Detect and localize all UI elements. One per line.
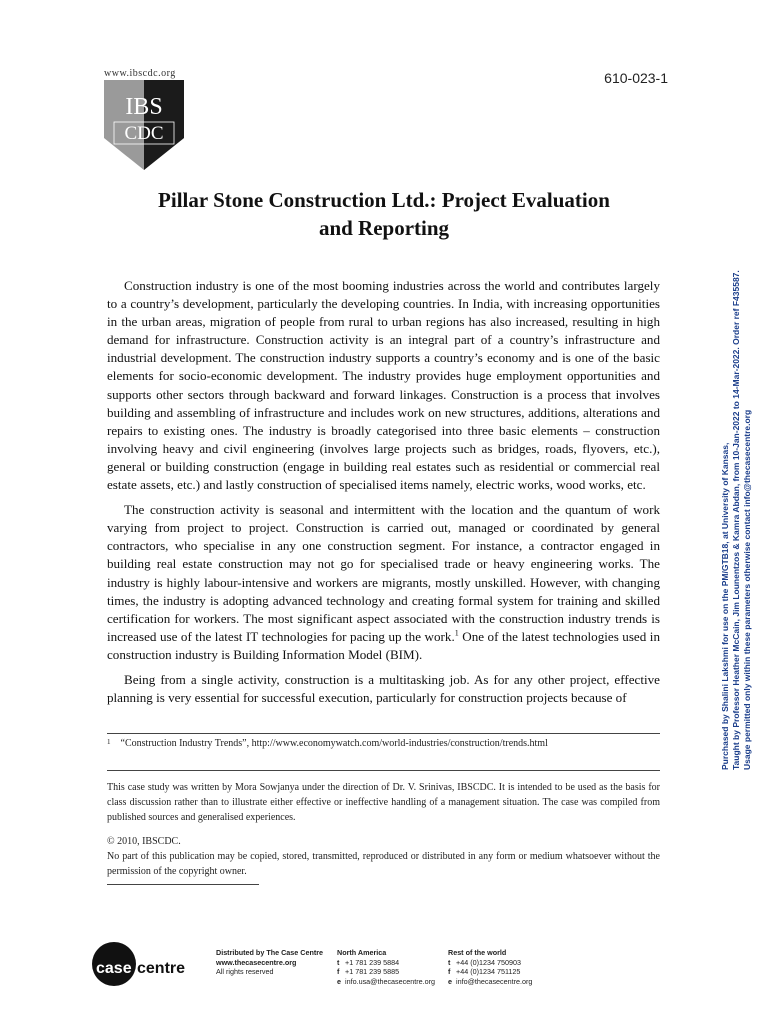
email-label: e xyxy=(337,976,341,986)
rest-of-world-phone: +44 (0)1234 750903 xyxy=(456,957,521,967)
footnote xyxy=(107,738,660,749)
rest-of-world-contact xyxy=(448,948,532,986)
distributor-info xyxy=(216,948,323,977)
rest-of-world-heading: Rest of the world xyxy=(448,948,507,957)
rest-of-world-email[interactable]: info@thecasecentre.org xyxy=(456,976,533,986)
fax-label: f xyxy=(337,967,340,976)
title-line-1: Pillar Stone Construction Ltd.: Project Evaluation xyxy=(158,188,610,212)
footnote-divider xyxy=(107,733,660,734)
case-title xyxy=(100,186,668,242)
publisher-url: www.ibscdc.org xyxy=(104,68,176,79)
footnote-mark: 1 xyxy=(107,738,111,746)
case-note: This case study was written by Mora Sowjanya under the direction of Dr. V. Srinivas, IBSCDC. It is intended to be used as the basis for class discussion rather than to illustrate either effective or ineffective handling of a management situation. The case was compiled from published sources and generalised experiences. xyxy=(107,782,660,823)
paragraph-2-text-b: One of the latest technologies used in construction industry is Building Information Model (BIM). xyxy=(107,628,660,662)
document-number: 610-023-1 xyxy=(604,70,668,86)
fax-label: f xyxy=(448,967,451,976)
phone-label: t xyxy=(337,957,340,967)
copyright-line: © 2010, IBSCDC. xyxy=(107,836,181,847)
north-america-heading: North America xyxy=(337,948,387,957)
north-america-email[interactable]: info.usa@thecasecentre.org xyxy=(345,976,436,986)
copyright-notice: No part of this publication may be copied, stored, transmitted, reproduced or distributed in any form or medium whatsoever without the permission of the copyright owner. xyxy=(107,851,660,877)
case-centre-logo xyxy=(92,942,192,992)
paragraph-2 xyxy=(107,501,660,664)
north-america-fax: +1 781 239 5885 xyxy=(345,967,400,976)
distributor-site[interactable]: www.thecasecentre.org xyxy=(216,957,297,967)
phone-label: t xyxy=(448,957,451,967)
paragraph-1: Construction industry is one of the most booming industries across the world and contributes largely to a country’s development, particularly the developing countries. In India, with increasing opportunities in the urban areas, migration of people from rural to urban regions has also increased, resulting in high demand for infrastructure. Construction activity is an integral part of a country’s infrastructure and industrial development. The construction industry supports a country’s economy and is one of the basic elements for socio-economic development. The industry provides huge employment opportunities and supports other sectors through backward and forward linkages. Construction is a process that involves building and assembling of infrastructure and includes work on new structures, additions, alterations and repairs to existing ones. The industry is broadly categorised into three basic elements – construction involving heavy and civil engineering (involves large projects such as bridges, roads, flyovers, etc.), general or building construction (engage in building real estates such as residential or commercial real estate assets, etc.) and lastly construction of specialised items namely, electric works, wood works, etc. xyxy=(107,278,660,493)
footnote-text: “Construction Industry Trends”, http://www.economywatch.com/world-industries/construction/trends.html xyxy=(120,738,548,749)
rest-of-world-fax: +44 (0)1234 751125 xyxy=(456,967,521,976)
case-body xyxy=(107,277,660,714)
email-label: e xyxy=(448,976,452,986)
copyright-block xyxy=(107,834,660,879)
logo-text-top: IBS xyxy=(125,94,163,120)
copyright-divider xyxy=(107,884,259,885)
logo-word-centre: centre xyxy=(137,960,186,977)
title-line-2: and Reporting xyxy=(318,216,450,240)
case-note-divider xyxy=(107,770,660,771)
watermark-line-1: Purchased by Shalini Lakshmi for use on the PM/GTB18, at University of Kansas, xyxy=(720,442,730,770)
watermark-line-2: Taught by Professor Heather McCain, Jim Lounentzos & Kamra Abdan, from 10-Jan-2022 to 14-Mar-2022. Order ref F435587. xyxy=(731,270,741,770)
paragraph-2-text-a: The construction activity is seasonal and intermittent with the location and the quantum of work varying from project to project. Construction is carried out, managed or coordinated by general contractors, who specialise in any one construction segment. For instance, a contractor engaged in building real estate construction may not go for specialised trade or heavy engineering works. The industry is highly labour-intensive and workers are migrants, mostly unskilled. However, with changing times, the industry is adopting advanced technology and creating formal system for training and skilled certification for workers. The most significant aspect associated with the construction industry trends is increased use of the latest IT technologies for pacing up the work. xyxy=(107,502,660,644)
north-america-phone: +1 781 239 5884 xyxy=(345,957,400,967)
ibscdc-logo xyxy=(104,80,184,170)
rights-text: All rights reserved xyxy=(216,967,274,976)
logo-text-bottom: CDC xyxy=(124,123,164,144)
distributor-heading: Distributed by The Case Centre xyxy=(216,948,324,957)
footnote-reference: 1 xyxy=(454,628,459,638)
watermark-line-3: Usage permitted only within these parameters otherwise contact info@thecasecentre.org xyxy=(742,409,752,770)
purchase-watermark xyxy=(720,270,753,770)
north-america-contact xyxy=(337,948,435,986)
logo-word-case: case xyxy=(96,960,132,977)
paragraph-3: Being from a single activity, construction is a multitasking job. As for any other project, effective planning is very essential for successful execution, particularly for construction projects because of xyxy=(107,671,660,706)
